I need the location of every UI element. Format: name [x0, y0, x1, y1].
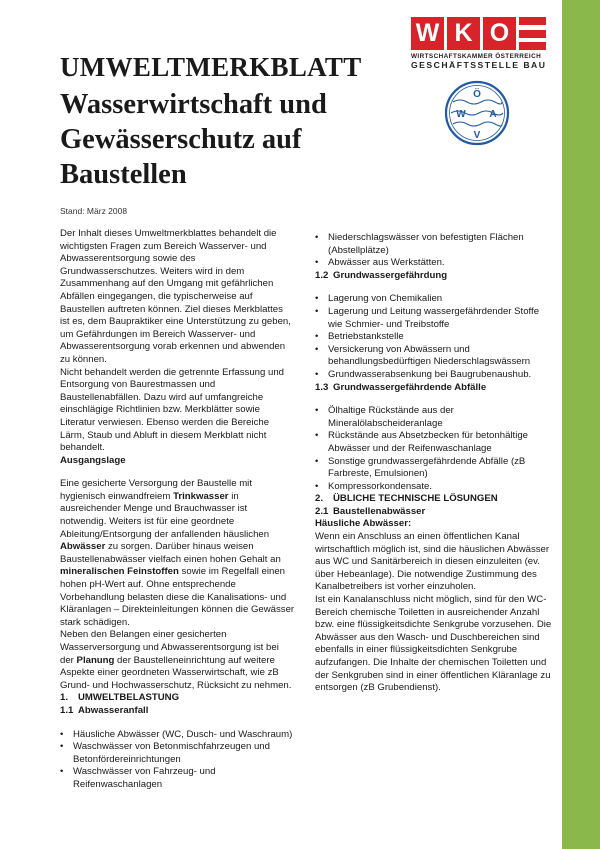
haeusliche-paragraph-1: Wenn ein Anschluss an einen öffentlichen Kanal wirtschaftlich möglich ist, sind die häuslichen Abwässer aus WC und Sanitärbereich in diesen einzuleiten (ev. über Hebeanlage). Die notwendige Zustimmung des Kanalbetreibers ist vorher einzuholen. — [315, 531, 550, 593]
section-1-heading: 1. UMWELTBELASTUNG — [60, 692, 180, 704]
wko-logo-letter-o: O — [483, 17, 516, 50]
section-1-3-heading: 1.3 Grundwassergefährdende Abfälle — [315, 381, 487, 393]
list-item: • Betriebstankstelle — [315, 331, 553, 344]
ausgangslage-heading: Ausgangslage — [60, 454, 126, 466]
intro-paragraph-1: Der Inhalt dieses Umweltmerkblattes behandelt die wichtigsten Fragen zum Bereich Wasserver- und Abwasserentsorgung sowie des Grundwasserschutzes. Weiters wird in dem Zusammenhang auf den Umgang mit gefährlichen Abfällen eingegangen, die typischerweise auf Baustellen auftreten können. Ziel dieses Merkblattes ist es, dem Baupraktiker eine Unterstützung zu geben, um Gefährdungen im Bereich Wasserver- und Abwasserentsorgung vorab erkennen und abwenden zu können. — [60, 228, 291, 365]
emblem-letter-v: V — [473, 130, 481, 141]
list-item: • Abwässer aus Werkstätten. — [315, 257, 553, 270]
emblem-letter-w: W — [456, 109, 466, 120]
abfaelle-list — [315, 405, 553, 493]
accent-side-bar — [562, 0, 600, 849]
list-item: • Waschwässer von Betonmischfahrzeugen und Betonfördereinrichtungen — [60, 741, 295, 766]
document-kicker: UMWELTMERKBLATT — [60, 52, 362, 82]
wko-logo-org-name: WIRTSCHAFTSKAMMER ÖSTERREICH — [411, 53, 542, 60]
section-2-heading: 2. ÜBLICHE TECHNISCHE LÖSUNGEN — [315, 493, 498, 505]
owav-emblem-icon — [444, 80, 510, 146]
list-item: • Lagerung und Leitung wassergefährdender Stoffe wie Schmier- und Treibstoffe — [315, 306, 553, 331]
ausgangslage-paragraph-2: Neben den Belangen einer gesicherten Wasserversorgung und Abwasserentsorgung ist bei der Planung der Baustelleneinrichtung auf weitere Aspekte einer geordneten Wasserwirtschaft, wie zB Grund- und Hochwasserschutz, Rücksicht zu nehmen. — [60, 629, 292, 691]
abwasseranfall-list-continued — [315, 232, 553, 270]
section-1-1-heading: 1.1 Abwasseranfall — [60, 704, 149, 716]
wko-logo — [411, 17, 546, 70]
wko-logo-office: GESCHÄFTSSTELLE BAU — [411, 60, 547, 70]
emblem-letter-o: Ö — [473, 89, 481, 100]
right-column — [315, 232, 553, 695]
emblem-letter-a: A — [489, 109, 497, 120]
list-item: • Kompressorkondensate. — [315, 481, 553, 494]
list-item: • Grundwasserabsenkung bei Baugrubenaushub. — [315, 369, 553, 382]
wko-logo-letter-k: K — [447, 17, 480, 50]
section-2-1-heading: 2.1 Baustellenabwässer — [315, 505, 426, 517]
wko-logo-letter-w: W — [411, 17, 444, 50]
ausgangslage-paragraph-1: Eine gesicherte Versorgung der Baustelle mit hygienisch einwandfreiem Trinkwasser in ausreichender Menge und Brauchwasser ist notwendig. Weiters ist für eine geordnete Ableitung/Entsorgung der anfallenden häuslichen Abwässer zu sorgen. Darüber hinaus weisen Baustellenabwässer vielfach einen hohen Gehalt an mineralischen Feinstoffen sowie im Regelfall einen hohen pH-Wert auf. Ohne entsprechende Vorbehandlung belasten diese die Kanalisations- und Kläranlagen – Direkteinleitungen können die Gewässer stark schädigen. — [60, 478, 295, 628]
list-item: • Versickerung von Abwässern und behandlungsbedürftigen Niederschlagswässern — [315, 344, 553, 369]
list-item: • Lagerung von Chemikalien — [315, 293, 553, 306]
document-date: Stand: März 2008 — [60, 206, 128, 216]
wko-logo-stripes — [519, 17, 546, 50]
abwasseranfall-list — [60, 729, 295, 792]
document-title: Wasserwirtschaft und Gewässerschutz auf Baustellen — [60, 89, 327, 190]
list-item: • Rückstände aus Absetzbecken für betonhältige Abwässer und der Reifenwaschanlage — [315, 430, 553, 455]
list-item: • Waschwässer von Fahrzeug- und Reifenwaschanlagen — [60, 766, 295, 791]
keyword-planung: Planung — [76, 654, 115, 666]
keyword-feinstoffe: mineralischen Feinstoffen — [60, 566, 179, 578]
keyword-abwaesser: Abwässer — [60, 541, 106, 553]
list-item: • Sonstige grundwassergefährdende Abfälle (zB Farbreste, Emulsionen) — [315, 456, 553, 481]
list-item: • Häusliche Abwässer (WC, Dusch- und Waschraum) — [60, 729, 295, 742]
section-1-2-heading: 1.2 Grundwassergefährdung — [315, 269, 448, 281]
grundwassergefaehrdung-list — [315, 293, 553, 381]
haeusliche-paragraph-2: Ist ein Kanalanschluss nicht möglich, sind für den WC-Bereich chemische Toiletten in ausreichender Anzahl bzw. eine flüssigkeitsdichte Senkgrube vorzusehen. Die Abwässer aus den Wasch- und Duschbereichen sind ebenfalls in einer flüssigkeitsdichten Senkgrube aufzufangen. Die Inhalte der chemischen Toiletten und der Senkgruben sind in einer öffentlichen Kläranlage zu entsorgen (zB Grubendienst). — [315, 594, 552, 694]
keyword-trinkwasser: Trinkwasser — [173, 490, 229, 502]
list-item: • Niederschlagswässer von befestigten Flächen (Abstellplätze) — [315, 232, 553, 257]
intro-paragraph-2: Nicht behandelt werden die getrennte Erfassung und Entsorgung von Baurestmassen und Baustellenabfällen. Dazu wird auf umfangreiche einschlägige Richtlinien bzw. Merkblätter sowie Literatur verwiesen. Ebenso werden die Bereiche Lärm, Staub und Abluft in diesem Merkblatt nicht behandelt. — [60, 366, 285, 454]
list-item: • Ölhaltige Rückstände aus der Mineralölabscheideranlage — [315, 405, 553, 430]
left-column — [60, 228, 295, 792]
haeusliche-abwaesser-heading: Häusliche Abwässer: — [315, 518, 412, 530]
